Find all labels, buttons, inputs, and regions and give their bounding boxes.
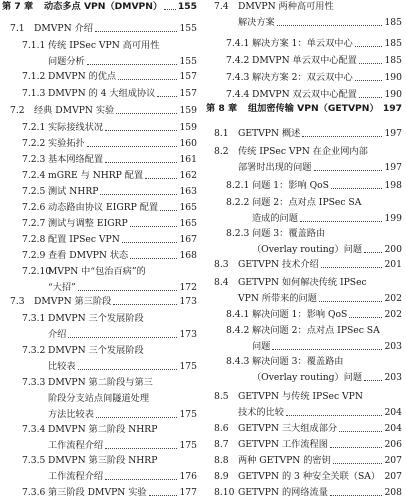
toc-entry-line (2, 23, 197, 35)
toc-entry-line (2, 234, 197, 246)
toc-entry-page: 207 (384, 471, 402, 482)
toc-entry-number: 7.2.5 (22, 186, 46, 197)
dot-leader (78, 290, 177, 291)
toc-entry-title: DMVPN 第二阶段与第三 (48, 377, 153, 388)
dot-leader (78, 369, 177, 370)
toc-entry-title: 基本网络配置 (48, 154, 104, 165)
toc-entry-line (2, 424, 197, 436)
toc-entry-page: 185 (384, 38, 402, 49)
toc-entry-line (2, 409, 197, 421)
toc-entry-title: DMVPN 三个发展阶段 (48, 313, 144, 324)
toc-entry-number: 7.2.4 (22, 170, 46, 181)
dot-leader (157, 96, 177, 97)
dot-leader (330, 495, 382, 496)
dot-leader (349, 317, 382, 318)
toc-entry-page: 207 (384, 455, 402, 466)
toc-entry-line (206, 341, 402, 353)
toc-entry-page: 159 (179, 105, 197, 116)
toc-entry-page: 172 (179, 282, 197, 293)
toc-entry-title: 问题分析 (48, 56, 85, 67)
toc-entry-number: 7.4.1 (226, 38, 250, 49)
toc-entry-line (2, 250, 197, 262)
toc-entry-line (2, 361, 197, 373)
toc-entry-page: 161 (179, 154, 197, 165)
toc-entry-number: 7.2.6 (22, 202, 46, 213)
dot-leader (364, 252, 382, 253)
toc-entry-line (206, 89, 402, 101)
toc-entry-page: 173 (179, 329, 197, 340)
toc-entry-line (206, 423, 402, 435)
toc-entry-number: 8.7 (214, 439, 229, 450)
toc-entry-line (206, 146, 402, 158)
toc-entry-line (206, 372, 402, 384)
dot-leader (100, 194, 177, 195)
toc-entry-page: 201 (384, 259, 402, 270)
toc-entry-line (206, 38, 402, 50)
toc-entry-title: DMVPN 第三阶段 (34, 296, 112, 307)
toc-entry-number: 7.2.7 (22, 218, 46, 229)
toc-entry-line (2, 471, 197, 483)
toc-entry-line (206, 162, 402, 174)
toc-entry-line (206, 128, 402, 140)
toc-entry-page: 155 (179, 23, 197, 34)
toc-entry-page: 202 (384, 309, 402, 320)
dot-leader (339, 431, 382, 432)
dot-leader (330, 447, 382, 448)
toc-entry-title: 经典 DMVPN 实验 (34, 105, 115, 116)
dot-leader (116, 113, 177, 114)
dot-leader (160, 210, 177, 211)
toc-entry-line (206, 487, 402, 499)
toc-entry-page: 173 (179, 296, 197, 307)
toc-entry-title: 解决问题 1：影响 QoS (252, 309, 348, 320)
toc-entry-title: 传统 IPSec VPN 在企业网内部 (238, 146, 368, 157)
toc-entry-title: GETVPN 与传统 IPSec VPN (238, 391, 363, 402)
toc-entry-title: DMVPN 第三阶段 NHRP (48, 455, 158, 466)
toc-entry-title: 问题 3：覆盖路由 (252, 228, 326, 239)
dot-leader (87, 146, 177, 147)
toc-entry-number: 7.2.2 (22, 138, 46, 149)
toc-entry-line (206, 259, 402, 271)
toc-entry-line (2, 377, 197, 389)
toc-entry-number: 7.3.4 (22, 424, 46, 435)
toc-entry-title: MVPN 中“包治百病”的 (48, 266, 146, 277)
toc-entry-title: DMVPN 第二阶段 NHRP (48, 424, 158, 435)
toc-entry-line (206, 55, 402, 67)
toc-entry-title: DMVPN 两种高可用性 (238, 1, 334, 12)
toc-entry-line (2, 105, 197, 117)
toc-entry-title: “大招” (48, 282, 76, 293)
toc-entry-number: 8.4.1 (226, 309, 250, 320)
toc-entry-line (2, 455, 197, 467)
toc-entry-title: 造成的问题 (252, 213, 298, 224)
toc-entry-title: DMVPN 的 4 大组成协议 (48, 88, 156, 99)
toc-entry-title: 技术的比较 (238, 407, 284, 418)
toc-entry-title: 问题 (252, 341, 271, 352)
toc-entry-page: 185 (384, 55, 402, 66)
toc-entry-line (2, 186, 197, 198)
toc-entry-line (2, 71, 197, 83)
toc-entry-title: mGRE 与 NHRP 配置 (48, 170, 144, 181)
toc-entry-page: 204 (384, 423, 402, 434)
toc-entry-line (206, 439, 402, 451)
toc-entry-title: DMVPN 单云双中心配置 (252, 55, 357, 66)
dot-leader (95, 31, 177, 32)
toc-entry-title: GETVPN 的 3 种安全关联（SA） (238, 471, 381, 482)
toc-entry-line (2, 487, 197, 499)
toc-entry-page: 165 (179, 202, 197, 213)
toc-entry-title: GETVPN 技术介绍 (238, 259, 319, 270)
toc-entry-line (206, 309, 402, 321)
toc-entry-page: 167 (179, 234, 197, 245)
toc-entry-number: 8.4 (214, 277, 229, 288)
dot-leader (277, 25, 382, 26)
toc-entry-page: 165 (179, 218, 197, 229)
toc-entry-number: 7.3.3 (22, 377, 46, 388)
toc-entry-title: 部署时出现的问题 (238, 162, 312, 173)
toc-entry-title: 阶段分支站点间隧道处理 (48, 393, 150, 404)
toc-entry-title: 解决方案 1：单云双中心 (252, 38, 353, 49)
toc-entry-title: 实际接线状况 (48, 122, 104, 133)
toc-entry-title: 配置 IPSec VPN (48, 234, 120, 245)
dot-leader (272, 349, 382, 350)
toc-entry-page: 185 (384, 17, 402, 28)
dot-leader (286, 415, 382, 416)
toc-entry-title: GETVPN 如何解决传统 IPSec (238, 277, 367, 288)
dot-leader (130, 226, 177, 227)
toc-entry-line (206, 244, 402, 256)
toc-entry-title: 测试 NHRP (48, 186, 99, 197)
toc-entry-line (2, 40, 197, 52)
toc-entry-page: 155 (179, 56, 197, 67)
dot-leader (355, 46, 382, 47)
toc-entry-title: DMVPN 双云双中心配置 (252, 89, 357, 100)
toc-entry-number: 8.8 (214, 455, 229, 466)
toc-entry-line (206, 391, 402, 403)
toc-entry-number: 8.10 (214, 487, 235, 498)
toc-entry-number: 7.3.5 (22, 455, 46, 466)
toc-entry-number: 8.9 (214, 471, 229, 482)
toc-entry-page: 168 (179, 250, 197, 261)
dot-leader (105, 130, 177, 131)
toc-entry-page: 198 (384, 180, 402, 191)
toc-entry-page: 175 (179, 361, 197, 372)
toc-entry-line (206, 213, 402, 225)
toc-entry-number: 7.4.4 (226, 89, 250, 100)
dot-leader (118, 79, 177, 80)
toc-entry-title: 解决方案 2：双云双中心 (252, 72, 353, 83)
toc-entry-page: 177 (179, 487, 197, 498)
dot-leader (105, 448, 177, 449)
toc-entry-page: 157 (179, 88, 197, 99)
dot-leader (364, 380, 382, 381)
toc-entry-title: GETVPN 概述 (238, 128, 301, 139)
toc-entry-number: 7.3.2 (22, 345, 46, 356)
dot-leader (359, 63, 382, 64)
toc-entry-line (2, 313, 197, 325)
toc-entry-number: 7.3.6 (22, 487, 46, 498)
toc-entry-title: GETVPN 三大组成部分 (238, 423, 338, 434)
toc-entry-line (206, 17, 402, 29)
toc-entry-number: 7.2.1 (22, 122, 46, 133)
toc-entry-title: 工作流程介绍 (48, 440, 104, 451)
toc-entry-line (2, 88, 197, 100)
toc-entry-number: 7.1.3 (22, 88, 46, 99)
toc-entry-page: 202 (384, 293, 402, 304)
dot-leader (333, 463, 382, 464)
toc-entry-title: 问题 2：点对点 IPSec SA (252, 197, 362, 208)
toc-entry-number: 7.1.2 (22, 71, 46, 82)
toc-entry-page: 190 (384, 72, 402, 83)
toc-entry-title: 解决问题 2：点对点 IPSec SA (252, 325, 380, 336)
toc-entry-page: 160 (179, 138, 197, 149)
dot-leader (105, 479, 177, 480)
toc-entry-number: 8.2.2 (226, 197, 250, 208)
dot-leader (113, 304, 177, 305)
toc-entry-title: （Overlay routing）问题 (252, 244, 363, 255)
toc-entry-line (2, 154, 197, 166)
dot-leader (87, 64, 177, 65)
toc-entry-title: 实验拓扑 (48, 138, 85, 149)
toc-entry-title: （Overlay routing）问题 (252, 372, 363, 383)
toc-entry-page: 175 (179, 440, 197, 451)
toc-entry-line (206, 103, 402, 115)
toc-entry-page: 176 (179, 471, 197, 482)
toc-entry-title: 测试与调整 EIGRP (48, 218, 128, 229)
toc-entry-title: 问题 1：影响 QoS (252, 180, 329, 191)
toc-entry-title: 介绍 (48, 329, 67, 340)
toc-entry-page: 204 (384, 407, 402, 418)
toc-entry-line (206, 455, 402, 467)
toc-entry-number: 第 8 章 (206, 103, 238, 114)
toc-entry-page: 197 (384, 128, 402, 139)
toc-entry-line (2, 282, 197, 294)
toc-entry-number: 8.4.2 (226, 325, 250, 336)
toc-entry-title: 解决方案 (238, 17, 275, 28)
dot-leader (130, 258, 177, 259)
toc-entry-line (2, 138, 197, 150)
toc-entry-title: 解决问题 3：覆盖路由 (252, 356, 344, 367)
toc-entry-title: VPN 所带来的问题 (238, 293, 317, 304)
toc-entry-page: 159 (179, 122, 197, 133)
toc-entry-line (206, 72, 402, 84)
toc-entry-title: DMVPN 的优点 (48, 71, 117, 82)
toc-entry-number: 7.2.8 (22, 234, 46, 245)
toc-entry-page: 197 (384, 162, 402, 173)
dot-leader (331, 188, 382, 189)
toc-entry-page: 206 (384, 439, 402, 450)
toc-entry-title: DMVPN 三个发展阶段 (48, 345, 144, 356)
dot-leader (314, 170, 382, 171)
toc-entry-number: 7.4.2 (226, 55, 250, 66)
toc-entry-page: 199 (384, 213, 402, 224)
toc-entry-number: 第 7 章 (2, 1, 34, 12)
dot-leader (105, 162, 177, 163)
toc-entry-page: 203 (384, 372, 402, 383)
toc-entry-title: 组加密传输 VPN（GETVPN） (248, 103, 379, 114)
toc-entry-line (206, 293, 402, 305)
dot-leader (359, 97, 382, 98)
toc-entry-number: 7.1 (10, 23, 25, 34)
toc-entry-number: 7.4 (214, 1, 229, 12)
toc-entry-number: 8.3 (214, 259, 229, 270)
toc-entry-number: 7.2.9 (22, 250, 46, 261)
toc-entry-title: 传统 IPSec VPN 高可用性 (48, 40, 160, 51)
toc-entry-page: 203 (384, 341, 402, 352)
toc-entry-line (206, 228, 402, 240)
toc-entry-number: 8.5 (214, 391, 229, 402)
toc-entry-line (2, 345, 197, 357)
toc-entry-number: 7.2 (10, 105, 25, 116)
toc-entry-number: 8.2.3 (226, 228, 250, 239)
toc-entry-number: 7.2.10 (22, 266, 52, 277)
dot-leader (145, 178, 177, 179)
toc-entry-line (206, 197, 402, 209)
dot-leader (68, 337, 177, 338)
dot-leader (302, 136, 382, 137)
toc-entry-title: 动态多点 VPN（DMVPN） (44, 1, 163, 12)
toc-entry-line (206, 1, 402, 13)
toc-entry-line (2, 56, 197, 68)
toc-entry-line (2, 266, 197, 278)
toc-entry-line (206, 277, 402, 289)
toc-entry-page: 208 (384, 487, 402, 498)
dot-leader (321, 267, 382, 268)
toc-entry-line (2, 218, 197, 230)
dot-leader (319, 301, 382, 302)
toc-entry-page: 200 (384, 244, 402, 255)
toc-entry-number: 8.1 (214, 128, 229, 139)
dot-leader (122, 242, 177, 243)
toc-entry-line (206, 356, 402, 368)
toc-entry-title: GETVPN 工作流程图 (238, 439, 328, 450)
toc-entry-page: 162 (179, 170, 197, 181)
toc-entry-title: 第三阶段 DMVPN 实验 (48, 487, 147, 498)
toc-entry-line (206, 471, 402, 483)
toc-entry-line (2, 202, 197, 214)
toc-entry-line (2, 393, 197, 405)
toc-entry-line (2, 329, 197, 341)
toc-entry-page: 175 (179, 409, 197, 420)
toc-entry-number: 7.1.1 (22, 40, 46, 51)
toc-entry-number: 8.2 (214, 146, 229, 157)
toc-entry-number: 8.6 (214, 423, 229, 434)
toc-entry-line (206, 407, 402, 419)
toc-entry-title: GETVPN 的网络流量 (238, 487, 328, 498)
toc-entry-number: 7.3.1 (22, 313, 46, 324)
toc-entry-number: 7.2.3 (22, 154, 46, 165)
toc-entry-page: 163 (179, 186, 197, 197)
toc-entry-title: 查看 DMVPN 状态 (48, 250, 129, 261)
toc-entry-page: 197 (382, 103, 402, 114)
toc-entry-line (206, 325, 402, 337)
dot-leader (149, 495, 177, 496)
toc-entry-line (206, 180, 402, 192)
toc-entry-title: 两种 GETVPN 的密钥 (238, 455, 331, 466)
toc-entry-page: 190 (384, 89, 402, 100)
dot-leader (164, 9, 176, 10)
toc-entry-line (2, 440, 197, 452)
toc-entry-number: 8.4.3 (226, 356, 250, 367)
toc-entry-page: 157 (179, 71, 197, 82)
toc-entry-number: 7.3 (10, 296, 25, 307)
toc-entry-line (2, 296, 197, 308)
toc-entry-line (2, 1, 197, 13)
toc-entry-title: 动态路由协议 EIGRP 配置 (48, 202, 159, 213)
dot-leader (355, 80, 382, 81)
toc-entry-title: 方法比较表 (48, 409, 94, 420)
toc-entry-title: 比较表 (48, 361, 76, 372)
toc-entry-title: DMVPN 介绍 (34, 23, 93, 34)
dot-leader (300, 221, 382, 222)
toc-entry-page: 155 (177, 1, 197, 12)
toc-entry-title: 工作流程介绍 (48, 471, 104, 482)
toc-entry-line (2, 122, 197, 134)
dot-leader (96, 417, 177, 418)
toc-entry-line (2, 170, 197, 182)
toc-entry-number: 8.2.1 (226, 180, 250, 191)
toc-entry-number: 7.4.3 (226, 72, 250, 83)
